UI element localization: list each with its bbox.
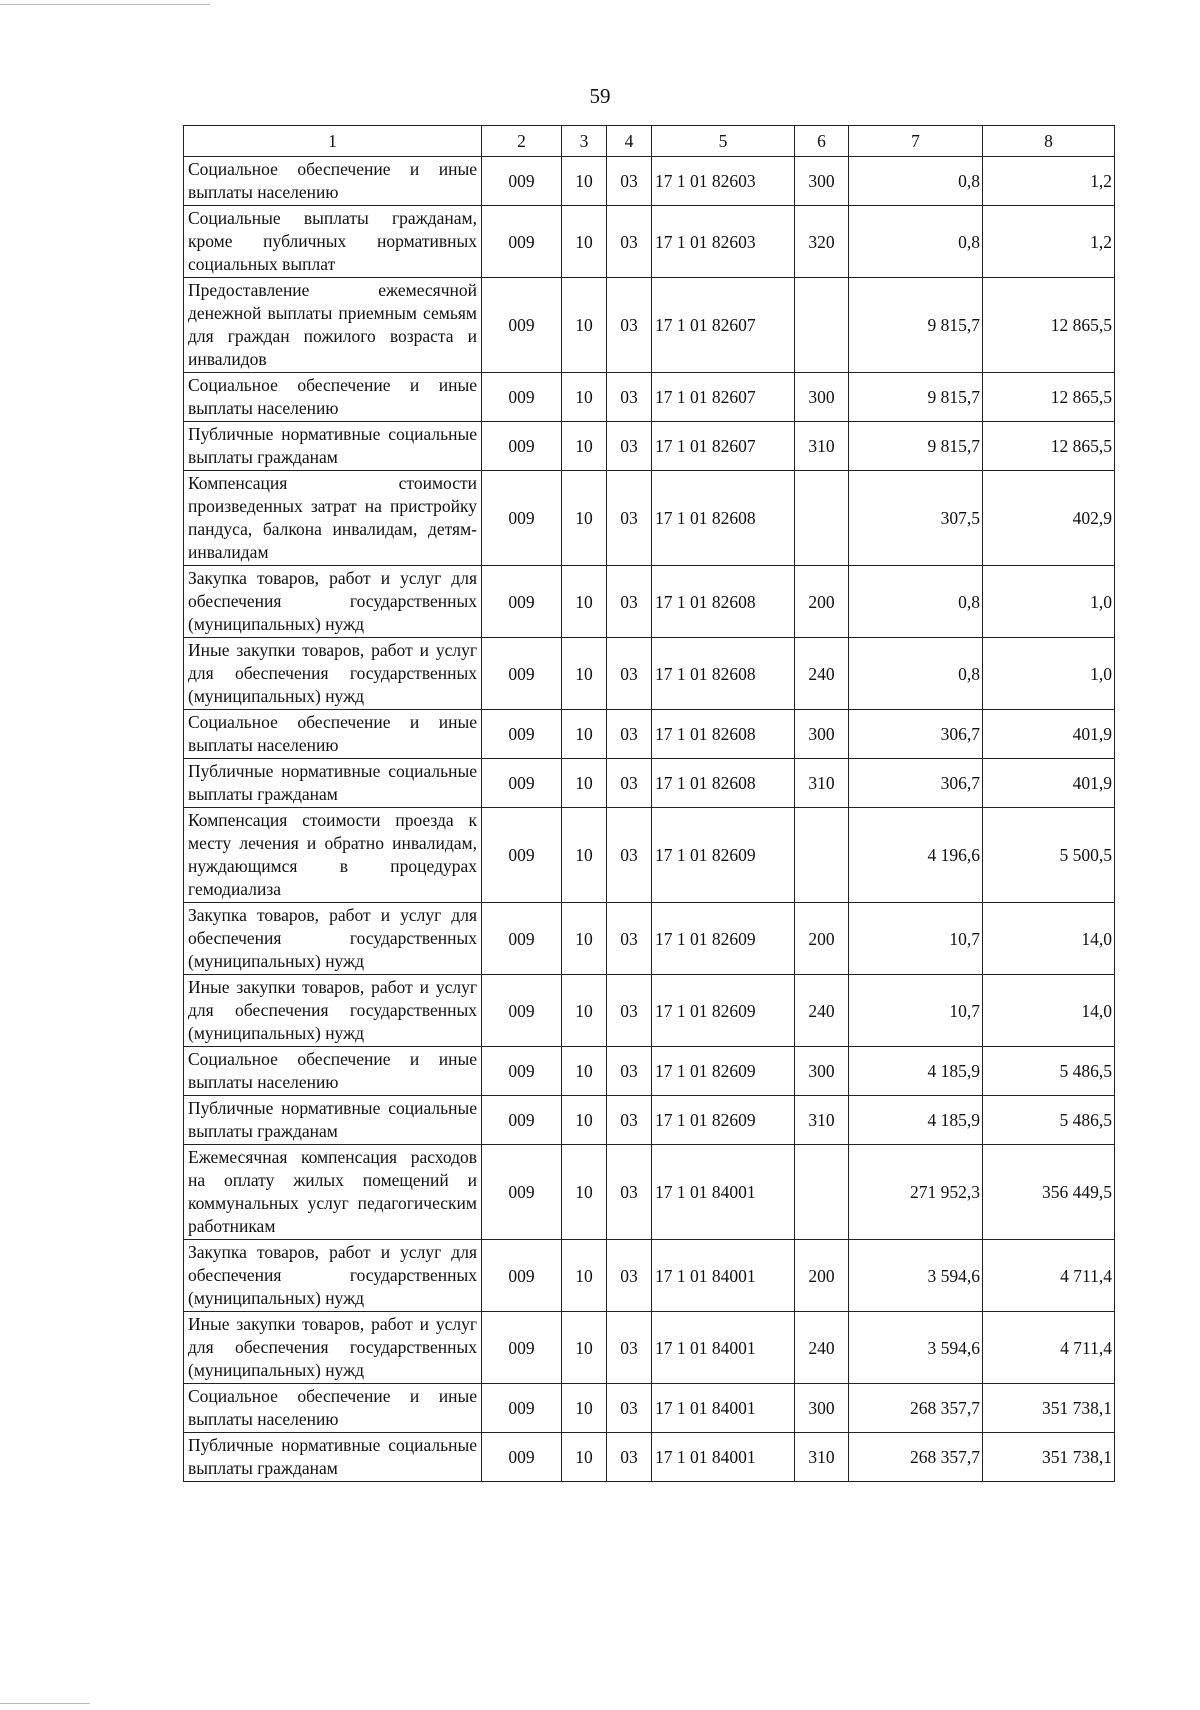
amount-col7-cell: 306,7 <box>849 759 983 808</box>
table-row <box>184 975 1115 1047</box>
subsection-code-cell: 03 <box>607 1433 652 1482</box>
header-cell: 5 <box>652 126 795 157</box>
target-article-cell: 17 1 01 84001 <box>652 1240 795 1312</box>
grbs-code-cell: 009 <box>482 1145 562 1240</box>
row-name-cell: Публичные нормативные социальные выплаты гражданам <box>184 1433 482 1482</box>
subsection-code-cell: 03 <box>607 566 652 638</box>
grbs-code-cell: 009 <box>482 759 562 808</box>
section-code-cell: 10 <box>562 903 607 975</box>
table-row <box>184 638 1115 710</box>
section-code-cell: 10 <box>562 157 607 206</box>
amount-col8-cell: 1,2 <box>983 157 1115 206</box>
row-name-cell: Закупка товаров, работ и услуг для обеспечения государственных (муниципальных) нужд <box>184 566 482 638</box>
section-code-cell: 10 <box>562 710 607 759</box>
target-article-cell: 17 1 01 82609 <box>652 903 795 975</box>
grbs-code-cell: 009 <box>482 1312 562 1384</box>
subsection-code-cell: 03 <box>607 1312 652 1384</box>
subsection-code-cell: 03 <box>607 1145 652 1240</box>
table-row <box>184 808 1115 903</box>
scan-edge-line <box>0 1703 90 1704</box>
expense-type-cell <box>795 471 849 566</box>
section-code-cell: 10 <box>562 1047 607 1096</box>
amount-col8-cell: 356 449,5 <box>983 1145 1115 1240</box>
amount-col8-cell: 4 711,4 <box>983 1312 1115 1384</box>
grbs-code-cell: 009 <box>482 903 562 975</box>
row-name-cell: Социальное обеспечение и иные выплаты населению <box>184 373 482 422</box>
amount-col7-cell: 271 952,3 <box>849 1145 983 1240</box>
expense-type-cell: 200 <box>795 903 849 975</box>
row-name-cell: Социальное обеспечение и иные выплаты населению <box>184 1047 482 1096</box>
table-row <box>184 157 1115 206</box>
expense-type-cell: 310 <box>795 422 849 471</box>
grbs-code-cell: 009 <box>482 157 562 206</box>
row-name-cell: Социальное обеспечение и иные выплаты населению <box>184 1384 482 1433</box>
row-name-cell: Иные закупки товаров, работ и услуг для обеспечения государственных (муниципальных) нужд <box>184 638 482 710</box>
table-row <box>184 1240 1115 1312</box>
amount-col8-cell: 12 865,5 <box>983 422 1115 471</box>
expense-type-cell: 310 <box>795 1433 849 1482</box>
amount-col8-cell: 5 500,5 <box>983 808 1115 903</box>
expense-type-cell: 320 <box>795 206 849 278</box>
page-number: 59 <box>589 84 611 108</box>
section-code-cell: 10 <box>562 1312 607 1384</box>
target-article-cell: 17 1 01 82607 <box>652 422 795 471</box>
grbs-code-cell: 009 <box>482 566 562 638</box>
amount-col8-cell: 4 711,4 <box>983 1240 1115 1312</box>
amount-col7-cell: 9 815,7 <box>849 422 983 471</box>
table-row <box>184 1384 1115 1433</box>
target-article-cell: 17 1 01 82609 <box>652 1096 795 1145</box>
grbs-code-cell: 009 <box>482 422 562 471</box>
expense-type-cell: 300 <box>795 710 849 759</box>
expense-type-cell: 300 <box>795 157 849 206</box>
amount-col7-cell: 3 594,6 <box>849 1312 983 1384</box>
amount-col7-cell: 4 185,9 <box>849 1047 983 1096</box>
expense-type-cell: 200 <box>795 566 849 638</box>
target-article-cell: 17 1 01 82608 <box>652 471 795 566</box>
scan-edge-line <box>0 4 210 5</box>
table-row <box>184 710 1115 759</box>
grbs-code-cell: 009 <box>482 1433 562 1482</box>
section-code-cell: 10 <box>562 975 607 1047</box>
section-code-cell: 10 <box>562 1145 607 1240</box>
subsection-code-cell: 03 <box>607 710 652 759</box>
target-article-cell: 17 1 01 82609 <box>652 1047 795 1096</box>
grbs-code-cell: 009 <box>482 710 562 759</box>
target-article-cell: 17 1 01 82609 <box>652 808 795 903</box>
subsection-code-cell: 03 <box>607 975 652 1047</box>
subsection-code-cell: 03 <box>607 759 652 808</box>
grbs-code-cell: 009 <box>482 1047 562 1096</box>
expense-type-cell: 300 <box>795 1384 849 1433</box>
amount-col7-cell: 268 357,7 <box>849 1433 983 1482</box>
amount-col8-cell: 402,9 <box>983 471 1115 566</box>
section-code-cell: 10 <box>562 1433 607 1482</box>
grbs-code-cell: 009 <box>482 471 562 566</box>
section-code-cell: 10 <box>562 638 607 710</box>
expense-type-cell <box>795 278 849 373</box>
row-name-cell: Публичные нормативные социальные выплаты гражданам <box>184 1096 482 1145</box>
amount-col8-cell: 1,0 <box>983 638 1115 710</box>
expense-type-cell: 310 <box>795 759 849 808</box>
row-name-cell: Закупка товаров, работ и услуг для обеспечения государственных (муниципальных) нужд <box>184 903 482 975</box>
expense-type-cell: 240 <box>795 638 849 710</box>
target-article-cell: 17 1 01 82608 <box>652 759 795 808</box>
grbs-code-cell: 009 <box>482 975 562 1047</box>
subsection-code-cell: 03 <box>607 278 652 373</box>
amount-col7-cell: 268 357,7 <box>849 1384 983 1433</box>
section-code-cell: 10 <box>562 373 607 422</box>
subsection-code-cell: 03 <box>607 157 652 206</box>
amount-col8-cell: 401,9 <box>983 759 1115 808</box>
target-article-cell: 17 1 01 82603 <box>652 206 795 278</box>
header-cell: 6 <box>795 126 849 157</box>
table-row <box>184 373 1115 422</box>
section-code-cell: 10 <box>562 206 607 278</box>
subsection-code-cell: 03 <box>607 471 652 566</box>
table-row <box>184 1096 1115 1145</box>
table-body <box>184 157 1115 1482</box>
target-article-cell: 17 1 01 84001 <box>652 1145 795 1240</box>
row-name-cell: Компенсация стоимости проезда к месту лечения и обратно инвалидам, нуждающимся в процедурах гемодиализа <box>184 808 482 903</box>
grbs-code-cell: 009 <box>482 1240 562 1312</box>
amount-col7-cell: 0,8 <box>849 566 983 638</box>
row-name-cell: Публичные нормативные социальные выплаты гражданам <box>184 759 482 808</box>
section-code-cell: 10 <box>562 808 607 903</box>
row-name-cell: Иные закупки товаров, работ и услуг для обеспечения государственных (муниципальных) нужд <box>184 975 482 1047</box>
section-code-cell: 10 <box>562 1096 607 1145</box>
target-article-cell: 17 1 01 82608 <box>652 566 795 638</box>
amount-col7-cell: 0,8 <box>849 157 983 206</box>
subsection-code-cell: 03 <box>607 1240 652 1312</box>
table-row <box>184 422 1115 471</box>
table-row <box>184 1433 1115 1482</box>
table-header-row <box>184 126 1115 157</box>
amount-col7-cell: 307,5 <box>849 471 983 566</box>
header-cell: 4 <box>607 126 652 157</box>
subsection-code-cell: 03 <box>607 638 652 710</box>
row-name-cell: Компенсация стоимости произведенных затрат на пристройку пандуса, балкона инвалидам, детям-инвалидам <box>184 471 482 566</box>
target-article-cell: 17 1 01 82608 <box>652 710 795 759</box>
header-cell: 8 <box>983 126 1115 157</box>
amount-col8-cell: 351 738,1 <box>983 1384 1115 1433</box>
table-row <box>184 903 1115 975</box>
expense-type-cell <box>795 1145 849 1240</box>
subsection-code-cell: 03 <box>607 1384 652 1433</box>
table-row <box>184 1047 1115 1096</box>
amount-col8-cell: 14,0 <box>983 903 1115 975</box>
table-row <box>184 471 1115 566</box>
section-code-cell: 10 <box>562 1384 607 1433</box>
header-cell: 7 <box>849 126 983 157</box>
amount-col7-cell: 4 185,9 <box>849 1096 983 1145</box>
amount-col7-cell: 9 815,7 <box>849 278 983 373</box>
section-code-cell: 10 <box>562 278 607 373</box>
amount-col8-cell: 5 486,5 <box>983 1096 1115 1145</box>
amount-col8-cell: 5 486,5 <box>983 1047 1115 1096</box>
amount-col7-cell: 0,8 <box>849 638 983 710</box>
subsection-code-cell: 03 <box>607 1096 652 1145</box>
grbs-code-cell: 009 <box>482 1096 562 1145</box>
amount-col8-cell: 14,0 <box>983 975 1115 1047</box>
amount-col7-cell: 306,7 <box>849 710 983 759</box>
row-name-cell: Социальное обеспечение и иные выплаты населению <box>184 710 482 759</box>
expense-type-cell: 200 <box>795 1240 849 1312</box>
expense-type-cell: 240 <box>795 975 849 1047</box>
row-name-cell: Ежемесячная компенсация расходов на оплату жилых помещений и коммунальных услуг педагогическим работникам <box>184 1145 482 1240</box>
subsection-code-cell: 03 <box>607 903 652 975</box>
section-code-cell: 10 <box>562 566 607 638</box>
header-cell: 1 <box>184 126 482 157</box>
amount-col8-cell: 351 738,1 <box>983 1433 1115 1482</box>
expense-type-cell: 310 <box>795 1096 849 1145</box>
grbs-code-cell: 009 <box>482 638 562 710</box>
target-article-cell: 17 1 01 84001 <box>652 1312 795 1384</box>
table-row <box>184 1312 1115 1384</box>
expense-type-cell: 300 <box>795 1047 849 1096</box>
row-name-cell: Публичные нормативные социальные выплаты гражданам <box>184 422 482 471</box>
grbs-code-cell: 009 <box>482 1384 562 1433</box>
row-name-cell: Социальные выплаты гражданам, кроме публичных нормативных социальных выплат <box>184 206 482 278</box>
budget-table <box>183 125 1115 1482</box>
amount-col7-cell: 9 815,7 <box>849 373 983 422</box>
amount-col7-cell: 3 594,6 <box>849 1240 983 1312</box>
grbs-code-cell: 009 <box>482 278 562 373</box>
row-name-cell: Социальное обеспечение и иные выплаты населению <box>184 157 482 206</box>
row-name-cell: Закупка товаров, работ и услуг для обеспечения государственных (муниципальных) нужд <box>184 1240 482 1312</box>
table-row <box>184 278 1115 373</box>
subsection-code-cell: 03 <box>607 808 652 903</box>
subsection-code-cell: 03 <box>607 373 652 422</box>
target-article-cell: 17 1 01 84001 <box>652 1433 795 1482</box>
target-article-cell: 17 1 01 82609 <box>652 975 795 1047</box>
row-name-cell: Иные закупки товаров, работ и услуг для обеспечения государственных (муниципальных) нужд <box>184 1312 482 1384</box>
subsection-code-cell: 03 <box>607 1047 652 1096</box>
target-article-cell: 17 1 01 82608 <box>652 638 795 710</box>
amount-col8-cell: 12 865,5 <box>983 373 1115 422</box>
target-article-cell: 17 1 01 82607 <box>652 278 795 373</box>
section-code-cell: 10 <box>562 471 607 566</box>
amount-col7-cell: 10,7 <box>849 903 983 975</box>
expense-type-cell: 300 <box>795 373 849 422</box>
row-name-cell: Предоставление ежемесячной денежной выплаты приемным семьям для граждан пожилого возраста и инвалидов <box>184 278 482 373</box>
grbs-code-cell: 009 <box>482 373 562 422</box>
header-cell: 2 <box>482 126 562 157</box>
amount-col7-cell: 4 196,6 <box>849 808 983 903</box>
grbs-code-cell: 009 <box>482 808 562 903</box>
section-code-cell: 10 <box>562 759 607 808</box>
target-article-cell: 17 1 01 84001 <box>652 1384 795 1433</box>
amount-col7-cell: 10,7 <box>849 975 983 1047</box>
table-row <box>184 1145 1115 1240</box>
amount-col8-cell: 1,0 <box>983 566 1115 638</box>
expense-type-cell: 240 <box>795 1312 849 1384</box>
amount-col8-cell: 401,9 <box>983 710 1115 759</box>
amount-col8-cell: 1,2 <box>983 206 1115 278</box>
table-row <box>184 566 1115 638</box>
table-row <box>184 759 1115 808</box>
table-row <box>184 206 1115 278</box>
section-code-cell: 10 <box>562 1240 607 1312</box>
amount-col8-cell: 12 865,5 <box>983 278 1115 373</box>
target-article-cell: 17 1 01 82607 <box>652 373 795 422</box>
subsection-code-cell: 03 <box>607 422 652 471</box>
section-code-cell: 10 <box>562 422 607 471</box>
grbs-code-cell: 009 <box>482 206 562 278</box>
amount-col7-cell: 0,8 <box>849 206 983 278</box>
expense-type-cell <box>795 808 849 903</box>
header-cell: 3 <box>562 126 607 157</box>
target-article-cell: 17 1 01 82603 <box>652 157 795 206</box>
subsection-code-cell: 03 <box>607 206 652 278</box>
